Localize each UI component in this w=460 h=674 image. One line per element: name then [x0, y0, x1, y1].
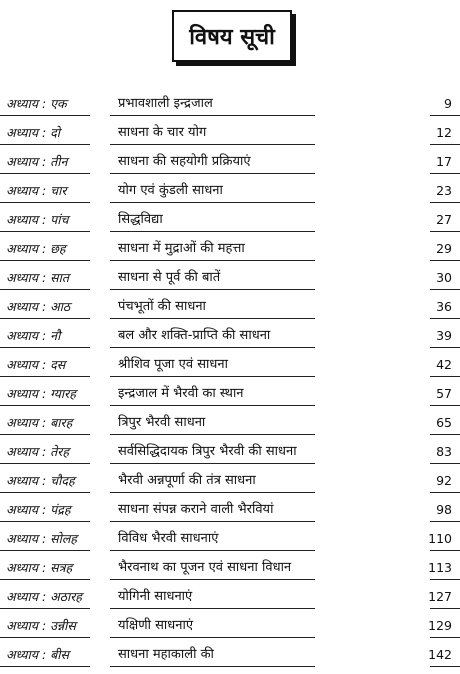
page-number: 23: [436, 183, 452, 198]
page-number: 27: [436, 212, 452, 227]
divider: [430, 202, 460, 203]
chapter-label: अध्याय : सात: [6, 270, 69, 285]
toc-row: [0, 210, 460, 239]
divider: [0, 202, 90, 203]
divider: [110, 521, 315, 522]
toc-row: [0, 384, 460, 413]
chapter-title: विविध भैरवी साधनाएं: [118, 531, 219, 546]
chapter-label: अध्याय : तीन: [6, 154, 68, 169]
divider: [0, 376, 90, 377]
toc-row: [0, 442, 460, 471]
divider: [430, 347, 460, 348]
divider: [430, 318, 460, 319]
divider: [430, 115, 460, 116]
chapter-label: अध्याय : सोलह: [6, 531, 77, 546]
divider: [430, 144, 460, 145]
divider: [0, 434, 90, 435]
page-number: 65: [436, 415, 452, 430]
toc-row: [0, 297, 460, 326]
divider: [430, 637, 460, 638]
chapter-title: त्रिपुर भैरवी साधना: [118, 415, 206, 430]
toc-row: [0, 413, 460, 442]
divider: [110, 550, 315, 551]
page-number: 29: [436, 241, 452, 256]
page-number: 83: [436, 444, 452, 459]
divider: [110, 376, 315, 377]
toc-row: [0, 500, 460, 529]
toc-row: [0, 587, 460, 616]
divider: [430, 434, 460, 435]
page-number: 127: [428, 589, 452, 604]
divider: [0, 666, 90, 667]
page-number: 113: [428, 560, 452, 575]
page-number: 57: [436, 386, 452, 401]
chapter-label: अध्याय : छह: [6, 241, 66, 256]
chapter-title: साधना से पूर्व की बातें: [118, 270, 221, 285]
chapter-label: अध्याय : एक: [6, 96, 67, 111]
page-number: 9: [444, 96, 452, 111]
chapter-title: इन्द्रजाल में भैरवी का स्थान: [118, 386, 244, 401]
page-number: 98: [436, 502, 452, 517]
chapter-label: अध्याय : बीस: [6, 647, 69, 662]
divider: [110, 260, 315, 261]
divider: [110, 405, 315, 406]
divider: [110, 463, 315, 464]
chapter-label: अध्याय : अठारह: [6, 589, 82, 604]
chapter-label: अध्याय : चौदह: [6, 473, 75, 488]
divider: [430, 666, 460, 667]
divider: [0, 289, 90, 290]
page-number: 12: [436, 125, 452, 140]
page-title: विषय सूची: [172, 10, 292, 62]
page-number: 129: [428, 618, 452, 633]
chapter-label: अध्याय : नौ: [6, 328, 61, 343]
chapter-label: अध्याय : तेरह: [6, 444, 70, 459]
divider: [110, 579, 315, 580]
divider: [110, 666, 315, 667]
divider: [110, 144, 315, 145]
chapter-title: पंचभूतों की साधना: [118, 299, 206, 314]
divider: [0, 492, 90, 493]
divider: [110, 492, 315, 493]
divider: [0, 173, 90, 174]
divider: [0, 115, 90, 116]
divider: [110, 173, 315, 174]
divider: [0, 637, 90, 638]
chapter-title: साधना में मुद्राओं की महत्ता: [118, 241, 245, 256]
divider: [0, 463, 90, 464]
divider: [0, 521, 90, 522]
chapter-label: अध्याय : पांच: [6, 212, 69, 227]
chapter-title: बल और शक्ति-प्राप्ति की साधना: [118, 328, 271, 343]
page-number: 42: [436, 357, 452, 372]
divider: [110, 608, 315, 609]
page-number: 92: [436, 473, 452, 488]
divider: [430, 289, 460, 290]
chapter-title: सिद्धविद्या: [118, 212, 163, 227]
divider: [110, 289, 315, 290]
table-of-contents: [0, 94, 460, 674]
page-number: 110: [428, 531, 452, 546]
chapter-label: अध्याय : चार: [6, 183, 67, 198]
divider: [110, 318, 315, 319]
chapter-title: साधना संपन्न कराने वाली भैरवियां: [118, 502, 274, 517]
toc-row: [0, 471, 460, 500]
divider: [430, 608, 460, 609]
chapter-label: अध्याय : बारह: [6, 415, 73, 430]
chapter-title: साधना के चार योग: [118, 125, 207, 140]
divider: [0, 318, 90, 319]
toc-row: [0, 239, 460, 268]
page-number: 30: [436, 270, 452, 285]
page-number: 36: [436, 299, 452, 314]
divider: [0, 405, 90, 406]
chapter-label: अध्याय : सत्रह: [6, 560, 73, 575]
divider: [430, 231, 460, 232]
divider: [430, 405, 460, 406]
chapter-title: योग एवं कुंडली साधना: [118, 183, 223, 198]
chapter-title: श्रीशिव पूजा एवं साधना: [118, 357, 228, 372]
toc-row: [0, 123, 460, 152]
toc-row: [0, 94, 460, 123]
divider: [430, 260, 460, 261]
divider: [430, 579, 460, 580]
chapter-title: सर्वसिद्धिदायक त्रिपुर भैरवी की साधना: [118, 444, 297, 459]
toc-row: [0, 529, 460, 558]
toc-row: [0, 645, 460, 674]
chapter-title: योगिनी साधनाएं: [118, 589, 193, 604]
chapter-label: अध्याय : उन्नीस: [6, 618, 76, 633]
toc-row: [0, 152, 460, 181]
divider: [430, 521, 460, 522]
chapter-label: अध्याय : दो: [6, 125, 61, 140]
chapter-title: भैरवनाथ का पूजन एवं साधना विधान: [118, 560, 292, 575]
page-number: 142: [428, 647, 452, 662]
chapter-title: प्रभावशाली इन्द्रजाल: [118, 96, 213, 111]
divider: [430, 492, 460, 493]
divider: [0, 608, 90, 609]
chapter-title: भैरवी अन्नपूर्णा की तंत्र साधना: [118, 473, 256, 488]
chapter-label: अध्याय : ग्यारह: [6, 386, 76, 401]
chapter-title: यक्षिणी साधनाएं: [118, 618, 194, 633]
divider: [0, 550, 90, 551]
divider: [110, 347, 315, 348]
divider: [430, 376, 460, 377]
divider: [0, 231, 90, 232]
toc-row: [0, 355, 460, 384]
toc-row: [0, 558, 460, 587]
divider: [430, 173, 460, 174]
chapter-label: अध्याय : पंद्रह: [6, 502, 71, 517]
chapter-label: अध्याय : आठ: [6, 299, 71, 314]
toc-row: [0, 616, 460, 645]
divider: [0, 347, 90, 348]
chapter-title: साधना महाकाली की: [118, 647, 214, 662]
divider: [110, 202, 315, 203]
chapter-label: अध्याय : दस: [6, 357, 66, 372]
divider: [430, 550, 460, 551]
toc-row: [0, 268, 460, 297]
divider: [430, 463, 460, 464]
page-number: 17: [436, 154, 452, 169]
divider: [110, 637, 315, 638]
page-number: 39: [436, 328, 452, 343]
toc-row: [0, 326, 460, 355]
divider: [110, 434, 315, 435]
divider: [110, 231, 315, 232]
divider: [0, 260, 90, 261]
divider: [0, 579, 90, 580]
toc-row: [0, 181, 460, 210]
chapter-title: साधना की सहयोगी प्रक्रियाएं: [118, 154, 251, 169]
divider: [110, 115, 315, 116]
divider: [0, 144, 90, 145]
